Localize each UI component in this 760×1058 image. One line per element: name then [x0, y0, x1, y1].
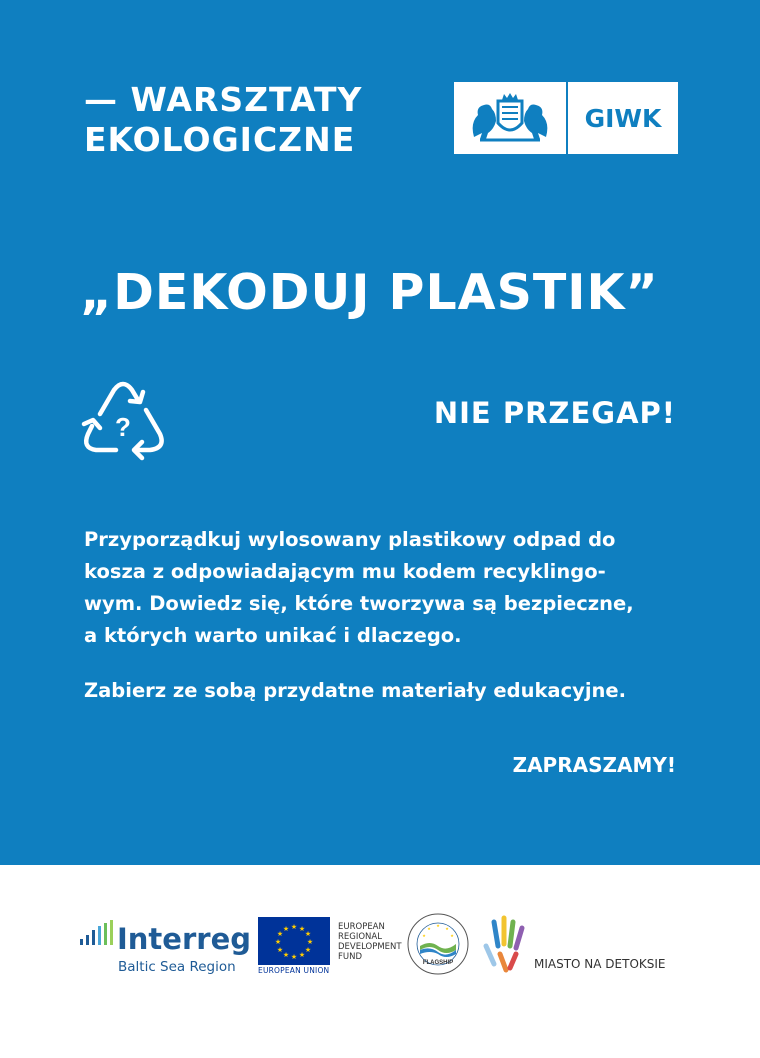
description-line: wym. Dowiedz się, które tworzywa są bezpieczne,: [84, 592, 634, 615]
svg-text:★: ★: [436, 923, 440, 928]
erdf-line: EUROPEAN: [338, 922, 385, 932]
flagship-badge: [406, 912, 470, 976]
svg-text:★: ★: [427, 926, 431, 931]
svg-text:★: ★: [450, 933, 454, 938]
interreg-name: Interreg: [117, 922, 251, 956]
svg-text:★: ★: [422, 933, 426, 938]
recycle-question-icon: [80, 376, 166, 464]
erdf-label: [338, 922, 408, 962]
description-line: a których warto unikać i dlaczego.: [84, 624, 462, 647]
giwk-label: GIWK: [584, 103, 662, 133]
erdf-line: REGIONAL: [338, 932, 382, 942]
detox-label: MIASTO NA DETOKSIE: [534, 957, 666, 971]
svg-text:★: ★: [290, 923, 298, 931]
signal-bars-icon: [80, 920, 116, 950]
eu-flag-icon: [258, 917, 330, 965]
svg-text:★: ★: [282, 951, 290, 959]
workshop-heading: [84, 80, 362, 160]
svg-text:★: ★: [276, 946, 284, 954]
svg-text:★: ★: [304, 930, 312, 938]
description-paragraph-1: [84, 524, 684, 652]
erdf-line: DEVELOPMENT: [338, 942, 402, 952]
svg-text:★: ★: [445, 926, 449, 931]
description-paragraph-2: Zabierz ze sobą przydatne materiały edukacyjne.: [84, 679, 627, 702]
svg-text:★: ★: [304, 946, 312, 954]
description-line: Przyporządkuj wylosowany plastikowy odpad do: [84, 528, 616, 551]
gdansk-crest-icon: [454, 82, 568, 154]
svg-text:★: ★: [298, 925, 306, 933]
svg-text:★: ★: [282, 925, 290, 933]
erdf-line: FUND: [338, 952, 363, 962]
hand-logo-icon: [480, 912, 530, 974]
svg-text:★: ★: [306, 938, 314, 946]
main-title: „DEKODUJ PLASTIK”: [80, 264, 659, 321]
description: [84, 524, 684, 730]
svg-text:★: ★: [290, 953, 298, 961]
svg-text:★: ★: [274, 938, 282, 946]
giwk-logo: [454, 82, 678, 154]
interreg-subtitle: Baltic Sea Region: [118, 959, 236, 975]
heading-line-1: — WARSZTATY: [84, 80, 363, 119]
dont-miss-label: NIE PRZEGAP!: [433, 396, 676, 430]
svg-text:?: ?: [115, 412, 131, 442]
svg-text:★: ★: [298, 951, 306, 959]
flagship-label: FLAGSHIP: [422, 960, 454, 966]
eu-union-label: EUROPEAN UNION: [258, 966, 330, 975]
heading-line-2: EKOLOGICZNE: [84, 120, 356, 159]
invite-label: ZAPRASZAMY!: [512, 753, 676, 777]
description-line: kosza z odpowiadającym mu kodem recyklingo-: [84, 560, 606, 583]
svg-text:★: ★: [276, 930, 284, 938]
